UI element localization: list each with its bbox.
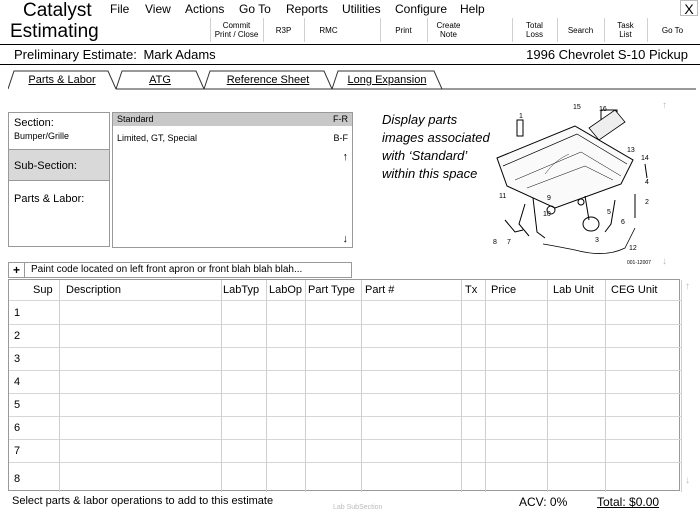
callout-13: 13 <box>627 147 635 154</box>
tab-atg-label: ATG <box>149 73 171 86</box>
menu-help[interactable]: Help <box>460 2 485 16</box>
grid-row-line <box>9 416 681 417</box>
callout-3: 3 <box>595 237 599 244</box>
row-number: 3 <box>14 353 21 365</box>
subsection-item[interactable]: Sub-Section: <box>9 149 109 181</box>
create-note-button[interactable] <box>427 18 469 42</box>
col-sup[interactable]: Sup <box>33 284 53 296</box>
col-ceg-unit[interactable]: CEG Unit <box>611 284 658 296</box>
grid-scroll-down[interactable]: ↓ <box>685 475 690 486</box>
tab-long-expansion[interactable] <box>336 70 438 89</box>
callout-6: 6 <box>621 219 625 226</box>
menu-goto[interactable]: Go To <box>239 2 271 16</box>
tab-atg[interactable] <box>120 70 200 89</box>
paint-code-note: Paint code located on left front apron or front blah blah blah... <box>31 264 303 275</box>
parts-labor-item[interactable]: Parts & Labor: <box>14 193 85 205</box>
commit-label-1: Commit <box>222 21 251 30</box>
estimate-owner: Mark Adams <box>143 47 216 62</box>
callout-1: 1 <box>519 113 523 120</box>
figure-code: 001-12007 <box>627 260 651 266</box>
standard-row-label: Limited, GT, Special <box>117 133 198 143</box>
parts-grid <box>8 279 680 491</box>
callout-16: 16 <box>599 106 607 113</box>
grid-col-line <box>485 280 486 492</box>
menu-configure[interactable]: Configure <box>395 2 448 16</box>
row-number: 1 <box>14 307 21 319</box>
standard-header-row[interactable] <box>113 113 352 126</box>
row-number: 4 <box>14 376 21 388</box>
col-part-type[interactable]: Part Type <box>308 284 355 296</box>
grid-row-line <box>9 347 681 348</box>
header-divider <box>0 44 700 45</box>
add-note-button[interactable]: + <box>9 263 25 277</box>
standard-header-label: Standard <box>117 114 154 124</box>
menu-actions[interactable]: Actions <box>185 2 225 16</box>
grid-col-line <box>605 280 606 492</box>
diagram-scroll-down[interactable]: ↓ <box>662 256 667 267</box>
standard-header-code: F-R <box>333 114 348 124</box>
commit-button[interactable] <box>210 18 262 42</box>
callout-15: 15 <box>573 104 581 111</box>
total-loss-button[interactable] <box>512 18 556 42</box>
r3p-button[interactable]: R3P <box>263 18 303 42</box>
callout-14: 14 <box>641 155 649 162</box>
estimate-title <box>14 47 216 62</box>
acv-value: ACV: 0% <box>519 495 568 509</box>
menu-view[interactable]: View <box>145 2 171 16</box>
create-label-1: Create <box>436 21 461 30</box>
row-number: 8 <box>14 473 21 485</box>
scroll-down-arrow[interactable]: ↓ <box>342 233 348 245</box>
close-button[interactable]: X <box>680 0 698 16</box>
grid-col-line <box>461 280 462 492</box>
section-sidebar <box>8 112 110 247</box>
col-lab-unit[interactable]: Lab Unit <box>553 284 594 296</box>
paint-code-bar <box>8 262 352 278</box>
search-button[interactable]: Search <box>557 18 603 42</box>
tab-reference-sheet-label: Reference Sheet <box>226 73 310 86</box>
tab-reference-sheet[interactable] <box>208 70 328 89</box>
commit-label-2: Print / Close <box>214 30 259 39</box>
estimate-label: Preliminary Estimate: <box>14 47 137 62</box>
callout-8: 8 <box>493 239 497 246</box>
tab-parts-labor[interactable] <box>12 70 112 89</box>
row-number: 5 <box>14 399 21 411</box>
grid-col-line <box>361 280 362 492</box>
hood-diagram <box>485 100 671 270</box>
grid-col-line <box>221 280 222 492</box>
callout-2: 2 <box>645 199 649 206</box>
callout-10: 10 <box>543 211 551 218</box>
title-divider <box>0 64 700 65</box>
callout-9: 9 <box>547 195 551 202</box>
parts-diagram-panel <box>373 100 671 270</box>
grid-row-line <box>9 439 681 440</box>
grid-header-line <box>9 300 681 301</box>
task-label-2: List <box>619 30 632 39</box>
menu-file[interactable]: File <box>110 2 130 16</box>
standard-row-code: B-F <box>333 133 348 143</box>
rmc-button[interactable]: RMC <box>304 18 352 42</box>
menu-utilities[interactable]: Utilities <box>342 2 381 16</box>
col-price[interactable]: Price <box>491 284 517 296</box>
standard-list <box>112 112 353 248</box>
menu-reports[interactable]: Reports <box>286 2 329 16</box>
callout-4: 4 <box>645 179 649 186</box>
grid-row-line <box>9 462 681 463</box>
grid-col-line <box>547 280 548 492</box>
total-value: Total: $0.00 <box>597 495 660 509</box>
col-description[interactable]: Description <box>66 284 122 296</box>
col-labop[interactable]: LabOp <box>269 284 303 296</box>
total-label-1: Total <box>526 21 543 30</box>
grid-row-line <box>9 324 681 325</box>
task-list-button[interactable] <box>604 18 646 42</box>
app-brand <box>10 0 99 42</box>
callout-11: 11 <box>499 193 507 200</box>
grid-col-line <box>59 280 60 492</box>
diagram-caption: Display parts images associated with ‘Standard’ within this space <box>382 112 490 181</box>
task-label-1: Task <box>617 21 634 30</box>
section-label: Section: <box>14 117 54 129</box>
grid-scroll-up[interactable]: ↑ <box>685 281 690 292</box>
diagram-scroll-up[interactable]: ↑ <box>662 100 667 111</box>
tab-parts-labor-label: Parts & Labor <box>28 73 96 86</box>
tab-strip <box>8 70 696 90</box>
row-number: 6 <box>14 422 21 434</box>
grid-col-line <box>266 280 267 492</box>
scroll-up-arrow[interactable]: ↑ <box>342 151 348 163</box>
col-tx[interactable]: Tx <box>465 284 478 296</box>
vehicle-label: 1996 Chevrolet S-10 Pickup <box>526 47 688 62</box>
grid-row-line <box>9 393 681 394</box>
row-number: 2 <box>14 330 21 342</box>
col-labtyp[interactable]: LabTyp <box>223 284 260 296</box>
callout-5: 5 <box>607 209 611 216</box>
row-number: 7 <box>14 445 21 457</box>
callout-7: 7 <box>507 239 511 246</box>
goto-button[interactable]: Go To <box>647 18 697 42</box>
grid-row-line <box>9 370 681 371</box>
brand-line2: Estimating <box>10 21 99 42</box>
section-item[interactable] <box>9 117 109 147</box>
brand-line1: Catalyst <box>23 0 92 21</box>
callout-12: 12 <box>629 245 637 252</box>
print-button[interactable]: Print <box>380 18 426 42</box>
status-message: Select parts & labor operations to add to this estimate <box>12 495 274 507</box>
grid-col-line <box>681 280 682 492</box>
create-label-2: Note <box>440 30 457 39</box>
col-part-number[interactable]: Part # <box>365 284 395 296</box>
grid-col-line <box>305 280 306 492</box>
total-label-2: Loss <box>526 30 543 39</box>
section-value: Bumper/Grille <box>14 131 70 141</box>
tab-long-expansion-label: Long Expansion <box>347 73 427 86</box>
ghost-label: Lab SubSection <box>333 504 383 511</box>
